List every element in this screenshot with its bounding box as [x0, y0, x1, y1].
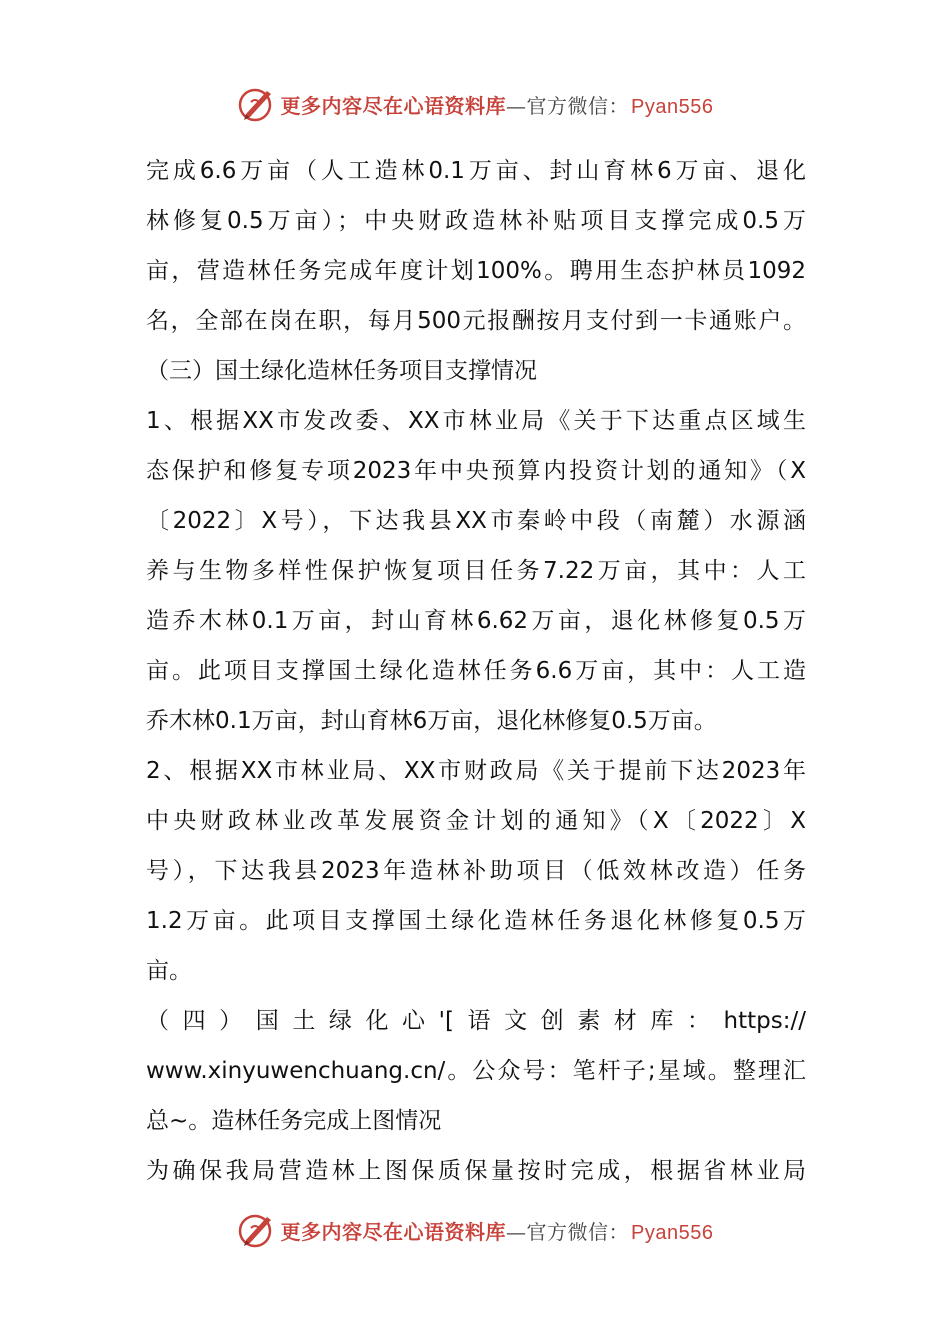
header-banner: [0, 82, 950, 126]
text-line: 林修复0.5万亩）；中央财政造林补贴项目支撑完成0.5万: [146, 208, 806, 234]
header-banner-text: [281, 90, 714, 119]
text-line: 亩，营造林任务完成年度计划100%。聘用生态护林员1092: [146, 258, 806, 284]
text-line: www.xinyuwenchuang.cn/。公众号：笔杆子;星域。整理汇: [146, 1058, 806, 1084]
footer-banner: [0, 1208, 950, 1252]
banner-title: 更多内容尽在心语资料库: [280, 1219, 507, 1244]
text-line: 总~。造林任务完成上图情况: [146, 1108, 442, 1134]
banner-wechat-handle: Pyan556: [631, 1221, 714, 1244]
text-line: 乔木林0.1万亩，封山育林6万亩，退化林修复0.5万亩。: [146, 708, 717, 734]
text-line: 名，全部在岗在职，每月500元报酬按月支付到一卡通账户。: [146, 308, 806, 334]
text-line: 养与生物多样性保护恢复项目任务7.22万亩，其中：人工: [146, 558, 806, 584]
text-line: 为确保我局营造林上图保质保量按时完成，根据省林业局: [146, 1158, 806, 1184]
text-line: 号），下达我县2023年造林补助项目（低效林改造）任务: [146, 858, 806, 884]
section-heading: （四）国土绿化心'[语文创素材库：https://: [146, 1008, 806, 1034]
footer-banner-text: [281, 1216, 714, 1245]
text-line: 亩。: [146, 958, 192, 984]
banner-dash: —: [506, 93, 527, 118]
banner-wechat-label: 官方微信：: [526, 1219, 630, 1244]
text-line: 造乔木林0.1万亩，封山育林6.62万亩，退化林修复0.5万: [146, 608, 806, 634]
banner-title: 更多内容尽在心语资料库: [280, 93, 507, 118]
text-line: 亩。此项目支撑国土绿化造林任务6.6万亩，其中：人工造: [146, 658, 806, 684]
text-line: 完成6.6万亩（人工造林0.1万亩、封山育林6万亩、退化: [146, 158, 806, 184]
text-line: 〔2022〕X号），下达我县XX市秦岭中段（南麓）水源涵: [146, 508, 806, 534]
text-line: 1、根据XX市发改委、XX市林业局《关于下达重点区域生: [146, 408, 806, 434]
banner-dash: —: [506, 1219, 527, 1244]
text-line: 态保护和修复专项2023年中央预算内投资计划的通知》（X: [146, 458, 806, 484]
text-line: 中央财政林业改革发展资金计划的通知》（X〔2022〕X: [146, 808, 806, 834]
section-heading: （三）国土绿化造林任务项目支撑情况: [146, 358, 537, 384]
banner-wechat-handle: Pyan556: [631, 95, 714, 118]
document-body: [146, 146, 806, 1196]
text-line: 1.2万亩。此项目支撑国土绿化造林任务退化林修复0.5万: [146, 908, 806, 934]
banner-wechat-label: 官方微信：: [526, 93, 630, 118]
text-line: 2、根据XX市林业局、XX市财政局《关于提前下达2023年: [146, 758, 806, 784]
pen-logo-icon: [237, 84, 277, 124]
pen-logo-icon: [237, 1210, 277, 1250]
